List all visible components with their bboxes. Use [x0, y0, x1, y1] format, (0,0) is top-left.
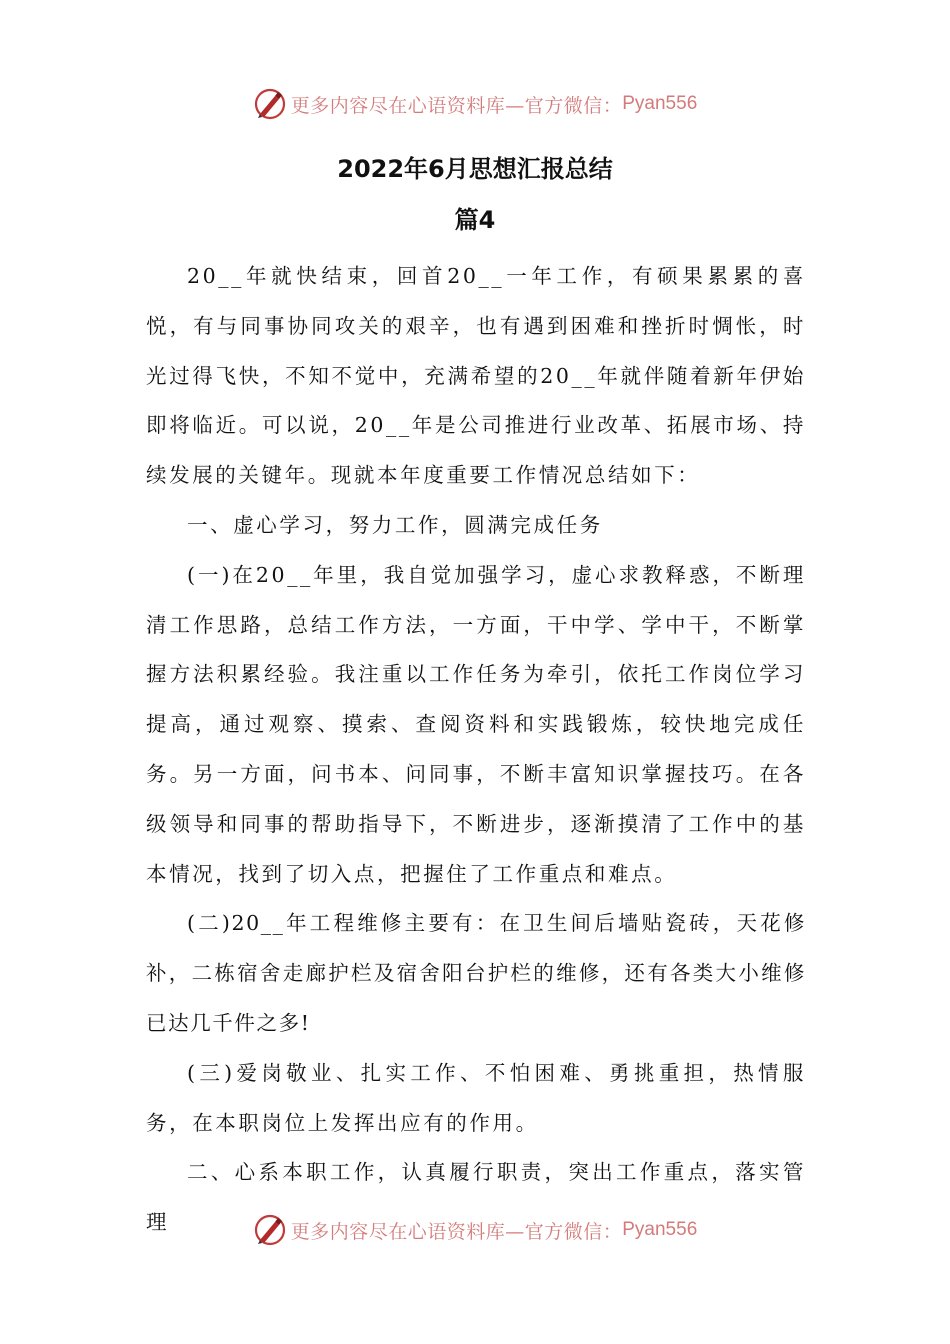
watermark-inner-top: [253, 84, 698, 124]
watermark-id: Pyan556: [622, 93, 698, 114]
document-body: [146, 252, 806, 1248]
section-heading-1: 一、虚心学习，努力工作，圆满完成任务: [187, 512, 603, 537]
document-title: 2022年6月思想汇报总结: [337, 155, 613, 183]
watermark-banner-top: [0, 84, 950, 124]
pen-logo-icon: [253, 87, 287, 121]
paragraph-item-3: (三)爱岗敬业、扎实工作、不怕困难、勇挑重担，热情服务，在本职岗位上发挥出应有的作用。: [146, 1060, 806, 1135]
watermark-id: Pyan556: [622, 1219, 698, 1240]
paragraph-intro: 20__年就快结束，回首20__一年工作，有硕果累累的喜悦，有与同事协同攻关的艰辛，也有遇到困难和挫折时惆怅，时光过得飞快，不知不觉中，充满希望的20__年就伴随着新年伊始即将临近。可以说，20__年是公司推进行业改革、拓展市场、持续发展的关键年。现就本年度重要工作情况总结如下：: [146, 264, 806, 488]
watermark-banner-bottom: [0, 1210, 950, 1250]
section-heading-2: 二、心系本职工作，认真履行职责，突出工作重点，落实管理: [146, 1160, 806, 1235]
watermark-inner-bottom: [253, 1210, 698, 1250]
pen-logo-icon: [253, 1213, 287, 1247]
watermark-text: 更多内容尽在心语资料库—官方微信：: [290, 94, 623, 117]
watermark-text: 更多内容尽在心语资料库—官方微信：: [290, 1220, 623, 1243]
paragraph-item-1: (一)在20__年里，我自觉加强学习，虚心求教释惑，不断理清工作思路，总结工作方法，一方面，干中学、学中干，不断掌握方法积累经验。我注重以工作任务为牵引，依托工作岗位学习提高，通过观察、摸索、查阅资料和实践锻炼，较快地完成任务。另一方面，问书本、问同事，不断丰富知识掌握技巧。在各级领导和同事的帮助指导下，不断进步，逐渐摸清了工作中的基本情况，找到了切入点，把握住了工作重点和难点。: [146, 562, 806, 886]
paragraph-item-2: (二)20__年工程维修主要有：在卫生间后墙贴瓷砖，天花修补，二栋宿舍走廊护栏及宿舍阳台护栏的维修，还有各类大小维修已达几千件之多!: [146, 911, 806, 1035]
document-subtitle: 篇4: [454, 206, 496, 234]
